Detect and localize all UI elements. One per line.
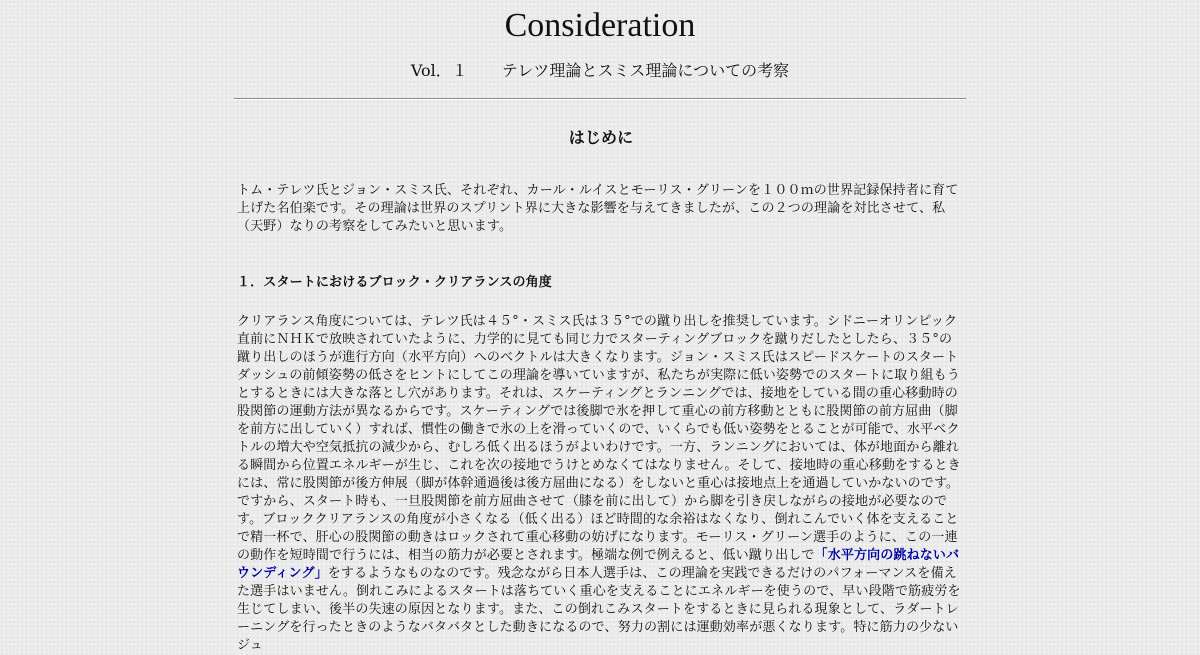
- section1-text-before: クリアランス角度については、テレツ氏は４５°・スミス氏は３５°での蹴り出しを推奨しています。シドニーオリンピック直前にＮＨＫで放映されていたように、力学的に見ても同じ力でスターティングブロックを蹴りだしたとしたら、３５°の蹴り出しのほうが進行方向（水平方向）へのベクトルは大きくなります。ジョン・スミス氏はスピードスケートのスタートダッシュの前傾姿勢の低さをヒントにしてこの理論を導いていますが、私たちが実際に低い姿勢でのスタートに取り組もうとするときには大きな落とし穴があります。それは、スケーティングとランニングでは、接地をしている間の重心移動時の股関節の運動方法が異なるからです。スケーティングでは後脚で氷を押して重心の前方移動とともに股関節の前方屈曲（脚を前方に出していく）すれば、慣性の働きで氷の上を滑っていくので、いくらでも低い姿勢をとることが可能で、水平ベクトルの増大や空気抵抗の減少から、むしろ低く出るほうがよいわけです。一方、ランニングにおいては、体が地面から離れる瞬間から位置エネルギーが生じ、これを次の接地でうけとめなくてはなりません。そして、接地時の重心移動をするときには、常に股関節が後方伸展（脚が体幹通過後は後方屈曲になる）をしないと重心は接地点上を通過していかないのです。ですから、スタート時も、一旦股関節を前方屈曲させて（膝を前に出して）から脚を引き戻しながらの接地が必要なのです。ブロッククリアランスの角度が小さくなる（低く出る）ほど時間的な余裕はなくなり、倒れこんでいく体を支えることで精一杯で、肝心の股関節の動きはロックされて重心移動の妨げになります。モーリス・グリーン選手のように、この一連の動作を短時間で行うには、相当の筋力が必要とされます。極端な例で例えると、低い蹴り出しで: [237, 314, 961, 563]
- section-heading: はじめに: [568, 128, 634, 147]
- article-body: [237, 126, 965, 655]
- article-subtitle: [0, 60, 1200, 82]
- highlight-phrase: 「水平方向の跳ねないバウンディング」: [237, 548, 960, 581]
- site-title: Consideration: [504, 7, 696, 44]
- header-divider: [234, 98, 966, 100]
- section1-heading: １．スタートにおけるブロック・クリアランスの角度: [237, 275, 552, 290]
- section1-paragraph: [237, 313, 965, 655]
- intro-paragraph: トム・テレツ氏とジョン・スミス氏、それぞれ、カール・ルイスとモーリス・グリーンを１００ｍの世界記録保持者に育て上げた名伯楽です。その理論は世界のスプリント界に大きな影響を与えてきましたが、この２つの理論を対比させて、私（天野）なりの考察をしてみたいと思います。: [237, 183, 959, 234]
- volume-label: Vol．１: [410, 61, 468, 80]
- article-title: テレツ理論とスミス理論についての考察: [501, 61, 790, 80]
- section1-text-after: をするようなものなのです。残念ながら日本人選手は、この理論を実践できるだけのパフォーマンスを備えた選手はいません。倒れこみによるスタートは落ちていく重心を支えることにエネルギーを使うので、早い段階で筋疲労を生じてしまい、後半の失速の原因となります。また、この倒れこみスタートをするときに見られる現象として、ラダートレーニングを行ったときのようなバタバタとした動きになるので、努力の割には運動効率が悪くなります。特に筋力の少ないジュ: [237, 566, 961, 653]
